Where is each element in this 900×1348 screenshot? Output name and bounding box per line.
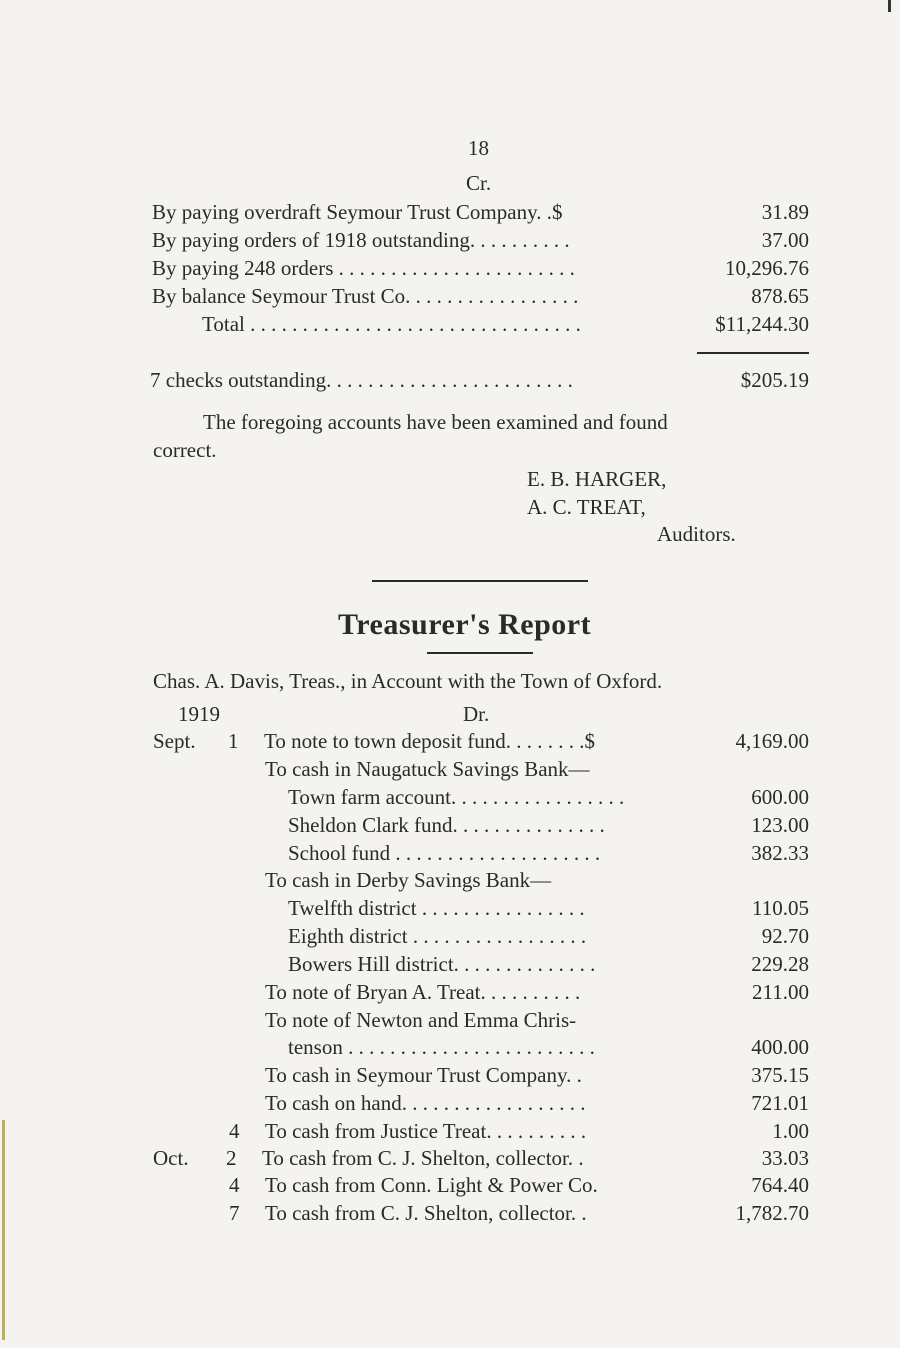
debit-heading: Dr.: [463, 702, 490, 726]
report-title: Treasurer's Report: [338, 608, 592, 641]
total-underline: [697, 352, 809, 354]
entry-amount: 400.00: [751, 1035, 809, 1059]
entry-amount: 375.15: [751, 1063, 809, 1087]
credit-total-amount: $11,244.30: [715, 312, 809, 336]
entry-amount: 211.00: [752, 980, 809, 1004]
entry-day: 1: [228, 729, 239, 753]
entry-text: Town farm account. . . . . . . . . . . . . . . . .: [288, 785, 625, 809]
entry-amount: 600.00: [751, 785, 809, 809]
auditor-name: E. B. HARGER,: [527, 467, 667, 491]
credit-total-label: Total . . . . . . . . . . . . . . . . . . . . . . . . . . . . . . . .: [202, 312, 581, 336]
entry-text: To cash from C. J. Shelton, collector. .: [265, 1201, 587, 1225]
credit-row: By balance Seymour Trust Co. . . . . . . . . . . . . . . . .: [152, 284, 579, 308]
entry-amount: 33.03: [761, 1146, 809, 1170]
entry-day: 4: [229, 1173, 240, 1197]
entry-amount: 382.33: [751, 841, 809, 865]
auditor-name: A. C. TREAT,: [527, 495, 646, 519]
entry-text: To cash in Seymour Trust Company. .: [265, 1063, 582, 1087]
entry-text: To note of Bryan A. Treat. . . . . . . . . .: [265, 980, 581, 1004]
entry-day: 4: [229, 1119, 240, 1143]
entry-text: To cash on hand. . . . . . . . . . . . . . . . . .: [265, 1091, 586, 1115]
entry-amount: 123.00: [751, 813, 809, 837]
entry-text: Twelfth district . . . . . . . . . . . . . . . .: [288, 896, 585, 920]
entry-text: tenson . . . . . . . . . . . . . . . . . . . . . . . .: [288, 1035, 595, 1059]
entry-month: Oct.: [153, 1146, 189, 1170]
credit-amount: 10,296.76: [725, 256, 809, 280]
entry-text: To note of Newton and Emma Chris-: [265, 1008, 577, 1032]
credit-amount: 31.89: [761, 200, 809, 224]
page-number: 18: [468, 136, 489, 160]
entry-amount: 1.00: [772, 1119, 809, 1143]
entry-day: 7: [229, 1201, 240, 1225]
credit-amount: 878.65: [751, 284, 809, 308]
audit-statement: The foregoing accounts have been examined and found: [203, 410, 668, 434]
report-year: 1919: [178, 702, 220, 726]
credit-row: By paying orders of 1918 outstanding. . . . . . . . . .: [152, 228, 570, 252]
entry-text: To cash from Conn. Light & Power Co.: [265, 1173, 598, 1197]
entry-text: Bowers Hill district. . . . . . . . . . . . . .: [288, 952, 596, 976]
entry-text: School fund . . . . . . . . . . . . . . . . . . . .: [288, 841, 601, 865]
entry-text: To cash in Derby Savings Bank—: [265, 868, 552, 892]
binding-edge-mark: [2, 1120, 5, 1340]
credit-heading: Cr.: [466, 171, 492, 195]
entry-text: To cash from C. J. Shelton, collector. .: [262, 1146, 584, 1170]
entry-day: 2: [226, 1146, 237, 1170]
entry-amount: 92.70: [761, 924, 809, 948]
audit-statement-cont: correct.: [153, 438, 217, 462]
checks-outstanding-amount: $205.19: [740, 368, 809, 392]
entry-amount: 721.01: [751, 1091, 809, 1115]
entry-amount: 4,169.00: [735, 729, 809, 753]
credit-row: By paying 248 orders . . . . . . . . . . . . . . . . . . . . . . .: [152, 256, 575, 280]
checks-outstanding-label: 7 checks outstanding. . . . . . . . . . . . . . . . . . . . . . . .: [150, 368, 573, 392]
entry-amount: 229.28: [751, 952, 809, 976]
report-intro: Chas. A. Davis, Treas., in Account with the Town of Oxford.: [153, 669, 663, 693]
entry-month: Sept.: [153, 729, 196, 753]
scan-edge-mark: [888, 0, 891, 12]
entry-amount: 764.40: [751, 1173, 809, 1197]
entry-amount: 1,782.70: [735, 1201, 809, 1225]
entry-text: To cash from Justice Treat. . . . . . . . . .: [265, 1119, 587, 1143]
entry-text: To cash in Naugatuck Savings Bank—: [265, 757, 590, 781]
entry-text: Eighth district . . . . . . . . . . . . . . . . .: [288, 924, 587, 948]
section-divider: [372, 580, 588, 582]
auditor-role: Auditors.: [657, 522, 736, 546]
title-underline: [427, 652, 533, 654]
credit-amount: 37.00: [761, 228, 809, 252]
entry-amount: 110.05: [752, 896, 809, 920]
credit-row: By paying overdraft Seymour Trust Company. .$: [152, 200, 563, 224]
entry-text: Sheldon Clark fund. . . . . . . . . . . . . . .: [288, 813, 605, 837]
entry-text: To note to town deposit fund. . . . . . . .$: [264, 729, 596, 753]
